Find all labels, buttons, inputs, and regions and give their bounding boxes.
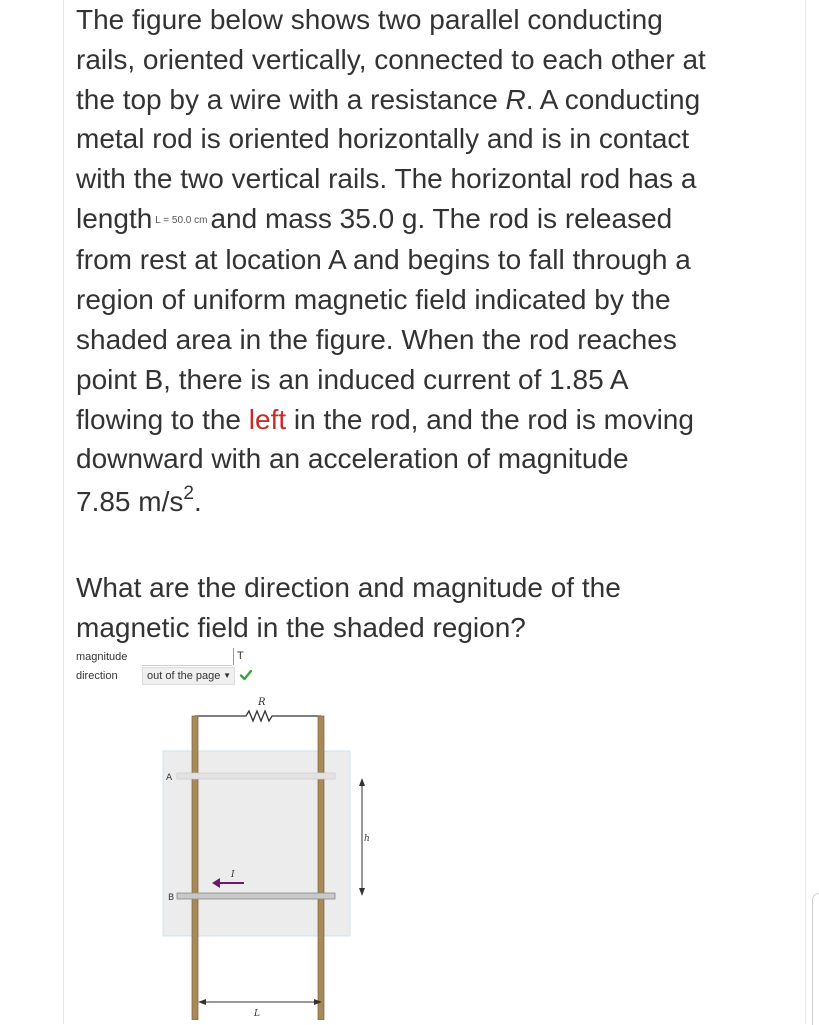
right-margin-rule [805,0,806,1024]
problem-line: region of uniform magnetic field indicated by the [76,284,671,316]
acceleration-value [76,483,202,518]
left-rail [192,716,198,1020]
magnitude-label: magnitude [76,651,128,663]
direction-left-highlight: left [248,403,287,435]
accel-exponent: 2 [183,483,194,504]
label-I: I [231,870,235,880]
accel-period: . [193,486,202,517]
question-text [76,568,796,648]
text-caret [233,648,234,665]
problem-line: metal rod is oriented horizontally and is in contact [76,123,690,155]
direction-select[interactable] [142,667,235,685]
label-L: L [254,1009,260,1019]
magnitude-input[interactable] [142,648,232,666]
label-B: B [168,893,175,903]
problem-statement [76,0,796,479]
problem-line: and mass 35.0 g. The rod is released [210,202,673,234]
problem-line: point B, there is an induced current of 1.85 A [76,363,629,395]
problem-line: rails, oriented vertically, connected to each other at [76,43,706,75]
rod-position-B [177,893,335,899]
problem-line: . A conducting [525,83,701,115]
problem-line: length [76,202,153,234]
question-line: magnetic field in the shaded region? [76,611,526,643]
rail-circuit-figure [150,690,390,1020]
right-rail [318,716,324,1020]
resistor-wire [195,711,321,721]
left-margin-rule [63,0,64,1024]
direction-label: direction [76,670,118,682]
direction-selected-value: out of the page [147,670,221,682]
resistance-symbol: R [505,83,526,115]
problem-line: downward with an acceleration of magnitude [76,443,629,475]
magnitude-unit: T [237,650,244,662]
scroll-edge-handle[interactable] [812,893,819,1025]
label-A: A [166,773,173,783]
accel-number: 7.85 m/s [76,486,184,517]
problem-line: in the rod, and the rod is moving [286,403,694,435]
length-inline-value: L = 50.0 cm [155,214,208,226]
problem-line: The figure below shows two parallel conducting [76,4,663,35]
rod-position-A [177,773,335,779]
dropdown-arrow-icon: ▼ [223,671,231,680]
label-R: R [258,697,266,708]
problem-line: with the two vertical rails. The horizontal rod has a [76,163,697,195]
problem-line: the top by a wire with a resistance [76,83,506,115]
length-arrow-left [198,999,206,1005]
problem-line: flowing to the [76,403,249,435]
problem-line: shaded area in the figure. When the rod reaches [76,324,677,356]
problem-line: from rest at location A and begins to fall through a [76,244,691,276]
checkmark-icon [239,668,253,682]
question-line: What are the direction and magnitude of the [76,572,621,603]
height-arrow-down [359,888,365,896]
height-arrow-up [359,778,365,786]
label-h: h [364,834,370,844]
